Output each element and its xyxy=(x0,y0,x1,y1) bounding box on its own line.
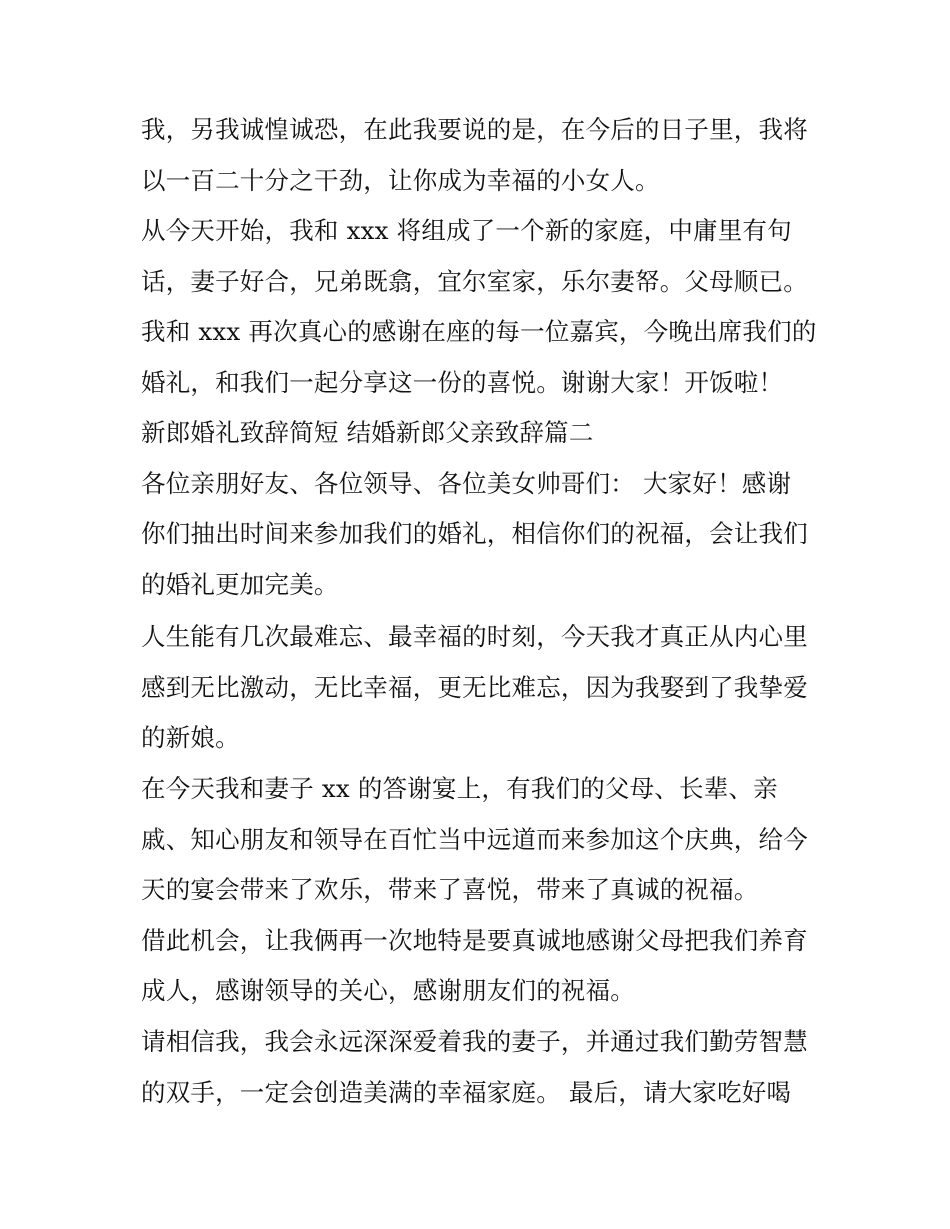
text-line-9: 你们抽出时间来参加我们的婚礼，相信你们的祝福，会让我们 xyxy=(141,519,808,548)
section-heading: 新郎婚礼致辞简短 结婚新郎父亲致辞篇二 xyxy=(141,418,594,447)
text-line-16: 天的宴会带来了欢乐，带来了喜悦，带来了真诚的祝福。 xyxy=(141,875,759,904)
text-line-11: 人生能有几次最难忘、最幸福的时刻，今天我才真正从内心里 xyxy=(141,622,808,651)
text-line-6: 婚礼，和我们一起分享这一份的喜悦。谢谢大家！开饭啦！ xyxy=(141,368,784,397)
text-line-12: 感到无比激动，无比幸福，更无比难忘，因为我娶到了我挚爱 xyxy=(141,673,808,702)
text-line-1: 我，另我诚惶诚恐，在此我要说的是，在今后的日子里，我将 xyxy=(141,115,808,144)
text-line-10: 的婚礼更加完美。 xyxy=(141,570,339,599)
text-line-17: 借此机会，让我俩再一次地特是要真诚地感谢父母把我们养育 xyxy=(141,926,808,955)
text-line-8: 各位亲朋好友、各位领导、各位美女帅哥们： 大家好！感谢 xyxy=(141,469,792,498)
text-line-3: 从今天开始，我和 xxx 将组成了一个新的家庭，中庸里有句 xyxy=(141,216,792,245)
text-line-20: 的双手，一定会创造美满的幸福家庭。 最后，请大家吃好喝 xyxy=(141,1078,792,1107)
text-line-13: 的新娘。 xyxy=(141,723,240,752)
text-line-4: 话，妻子好合，兄弟既翕，宜尔室家，乐尔妻帑。父母顺已。 xyxy=(141,267,808,296)
text-line-15: 戚、知心朋友和领导在百忙当中远道而来参加这个庆典，给今 xyxy=(141,825,808,854)
text-line-14: 在今天我和妻子 xx 的答谢宴上，有我们的父母、长辈、亲 xyxy=(141,774,778,803)
text-line-18: 成人，感谢领导的关心，感谢朋友们的祝福。 xyxy=(141,976,635,1005)
text-line-5: 我和 xxx 再次真心的感谢在座的每一位嘉宾，今晚出席我们的 xyxy=(141,317,817,346)
text-line-19: 请相信我，我会永远深深爱着我的妻子，并通过我们勤劳智慧 xyxy=(141,1027,808,1056)
text-line-2: 以一百二十分之干劲，让你成为幸福的小女人。 xyxy=(141,166,660,195)
